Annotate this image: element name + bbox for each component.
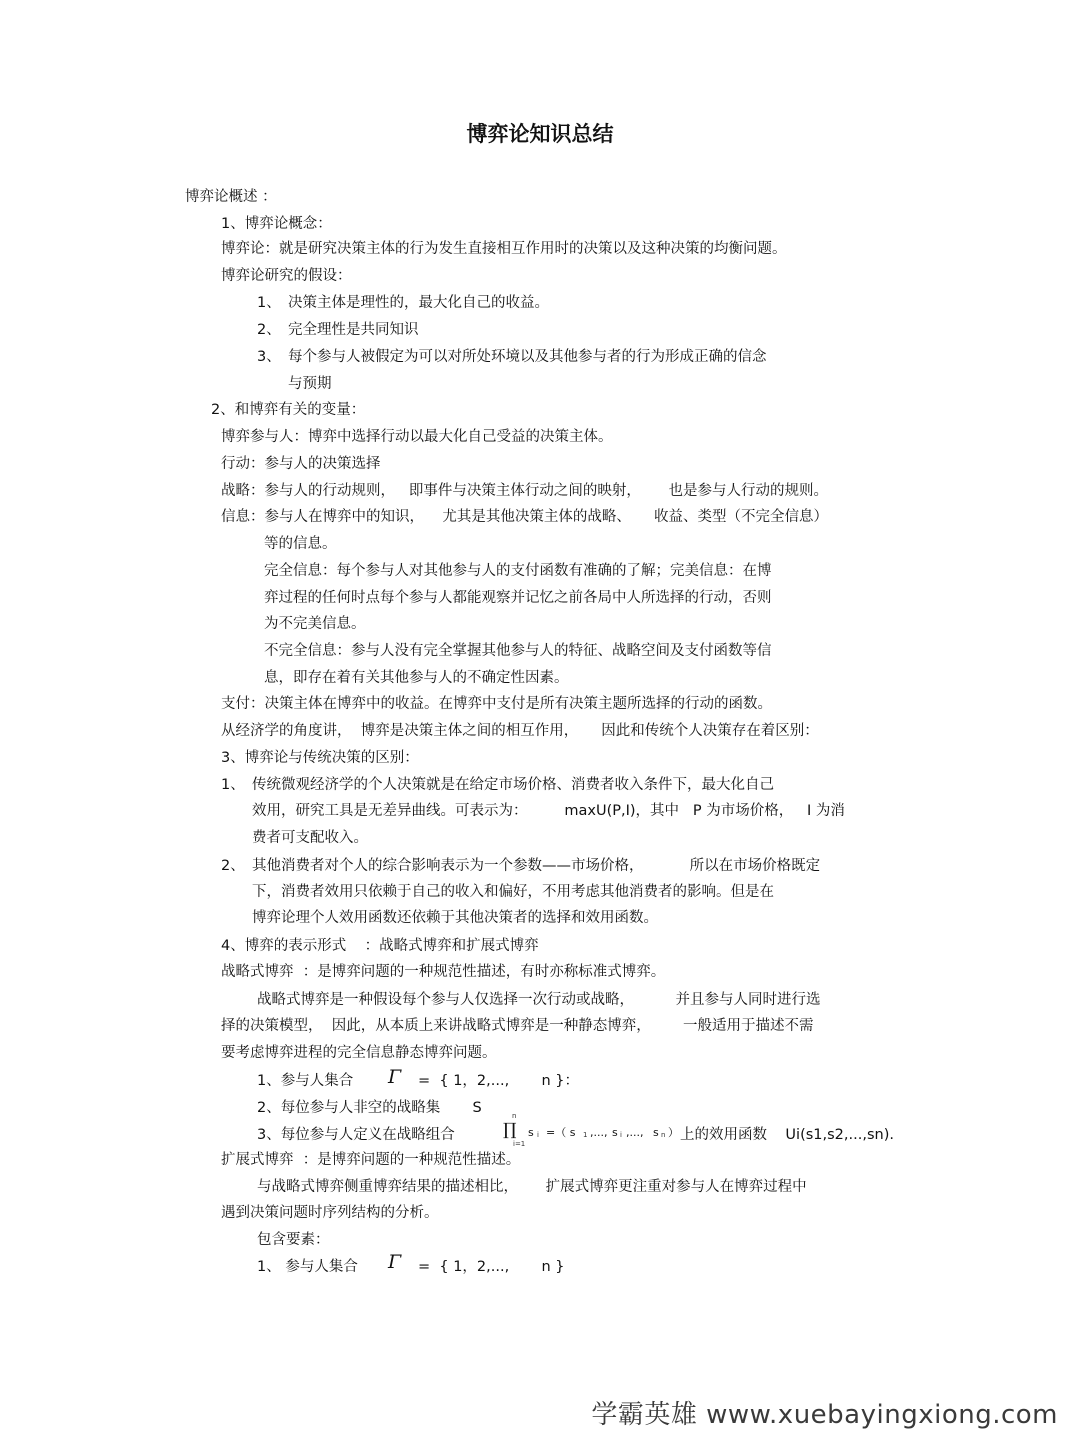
element-3-label: 3、每位参与人定义在战略组合 xyxy=(257,1127,455,1143)
strategy-definition: 战略：参与人的行动规则， 即事件与决策主体行动之间的映射， 也是参与人行动的规则。 xyxy=(221,483,828,499)
assumptions-heading: 博弈论研究的假设： xyxy=(221,268,352,284)
complete-info-line-3: 为不完美信息。 xyxy=(264,616,366,632)
payoff-definition: 支付：决策主体在博弈中的收益。在博弈中支付是所有决策主题所选择的行动的函数。 xyxy=(221,696,772,712)
strategy-profile-open: =（ s xyxy=(546,1126,576,1139)
information-definition: 信息：参与人在博弈中的知识， 尤其是其他决策主体的战略、 收益、类型（不完全信息） xyxy=(221,509,828,525)
extensive-paragraph-line-2: 遇到决策问题时序列结构的分析。 xyxy=(221,1205,439,1221)
difference-2-number: 2、 xyxy=(221,858,245,874)
strategy-s-n: s xyxy=(653,1126,659,1139)
players-definition: 博弈参与人：博弈中选择行动以最大化自己受益的决策主体。 xyxy=(221,429,613,445)
assumption-2-text: 完全理性是共同知识 xyxy=(288,322,419,338)
gamma-symbol-2: Γ xyxy=(388,1251,402,1273)
product-upper-limit: n xyxy=(512,1112,517,1120)
footer-watermark: 学霸英雄 www.xuebayingxiong.com xyxy=(591,1400,1058,1430)
assumption-3-text: 每个参与人被假定为可以对所处环境以及其他参与者的行为形成正确的信念 xyxy=(288,349,767,365)
strategy-i-subscript: i xyxy=(620,1131,622,1139)
economics-perspective: 从经济学的角度讲， 博弈是决策主体之间的相互作用， 因此和传统个人决策存在着区别： xyxy=(221,723,819,739)
difference-1-line-3: 费者可支配收入。 xyxy=(252,830,368,846)
strategy-si-subscript: i xyxy=(537,1131,539,1139)
strategy-profile-close: ） xyxy=(668,1126,679,1139)
product-lower-limit: i=1 xyxy=(513,1140,526,1148)
assumption-2-number: 2、 xyxy=(257,322,281,338)
difference-2-line-3: 博弈论理个人效用函数还依赖于其他决策者的选择和效用函数。 xyxy=(252,910,658,926)
strategic-paragraph-line-2: 择的决策模型， 因此，从本质上来讲战略式博弈是一种静态博弈， 一般适用于描述不需 xyxy=(221,1018,814,1034)
strategy-dots-1: ,..., xyxy=(590,1126,608,1139)
section-3-heading: 3、博弈论与传统决策的区别： xyxy=(221,750,419,766)
incomplete-info-line-2: 息，即存在着有关其他参与人的不确定性因素。 xyxy=(264,670,569,686)
extensive-game-definition: 扩展式博弈 ：是博弈问题的一种规范性描述。 xyxy=(221,1152,521,1168)
player-set: = { 1，2,..., n }： xyxy=(418,1073,579,1089)
elements-heading: 包含要素： xyxy=(257,1232,330,1248)
utility-function-text: 上的效用函数 Ui(s1,s2,...,sn). xyxy=(680,1127,894,1143)
incomplete-info-line-1: 不完全信息：参与人没有完全掌握其他参与人的特征、战略空间及支付函数等信 xyxy=(264,643,772,659)
complete-info-line-2: 弈过程的任何时点每个参与人都能观察并记忆之前各局中人所选择的行动，否则 xyxy=(264,590,772,606)
section-1-heading: 1、博弈论概念： xyxy=(221,216,332,232)
assumption-3-continued: 与预期 xyxy=(288,376,332,392)
strategic-game-definition: 战略式博弈 ：是博弈问题的一种规范性描述，有时亦称标准式博弈。 xyxy=(221,964,666,980)
element-1-label: 1、参与人集合 xyxy=(257,1073,354,1089)
difference-1-number: 1、 xyxy=(221,777,245,793)
complete-info-line-1: 完全信息：每个参与人对其他参与人的支付函数有准确的了解；完美信息：在博 xyxy=(264,563,772,579)
strategy-si: s xyxy=(528,1126,534,1139)
difference-2-line-2: 下，消费者效用只依赖于自己的收入和偏好，不用考虑其他消费者的影响。但是在 xyxy=(252,884,774,900)
difference-1-line-1: 传统微观经济学的个人决策就是在给定市场价格、消费者收入条件下，最大化自己 xyxy=(252,777,774,793)
overview-heading: 博弈论概述 ： xyxy=(185,189,277,205)
difference-2-line-1: 其他消费者对个人的综合影响表示为一个参数——市场价格， 所以在市场价格既定 xyxy=(252,858,821,874)
document-title: 博弈论知识总结 xyxy=(466,122,614,146)
definition-text: 博弈论：就是研究决策主体的行为发生直接相互作用时的决策以及这种决策的均衡问题。 xyxy=(221,241,787,257)
section-4-heading: 4、博弈的表示形式 ：战略式博弈和扩展式博弈 xyxy=(221,938,539,954)
strategy-dots-2: ,..., xyxy=(626,1126,644,1139)
difference-1-line-2: 效用，研究工具是无差异曲线。可表示为： maxU(P,I)，其中 P 为市场价格， I 为消 xyxy=(252,803,845,819)
product-symbol: ∏ xyxy=(503,1120,517,1140)
strategic-paragraph-line-1: 战略式博弈是一种假设每个参与人仅选择一次行动或战略， 并且参与人同时进行选 xyxy=(257,992,821,1008)
element-2-label: 2、每位参与人非空的战略集 S xyxy=(257,1100,482,1116)
player-set-2: = { 1，2,..., n } xyxy=(418,1259,565,1275)
extensive-element-1-label: 1、 参与人集合 xyxy=(257,1259,358,1275)
strategy-n-subscript: n xyxy=(661,1131,666,1139)
section-2-heading: 2、和博弈有关的变量： xyxy=(211,402,366,418)
extensive-paragraph-line-1: 与战略式博弈侧重博弈结果的描述相比， 扩展式博弈更注重对参与人在博弈过程中 xyxy=(257,1179,807,1195)
assumption-3-number: 3、 xyxy=(257,349,281,365)
strategy-1-subscript: 1 xyxy=(583,1131,588,1139)
gamma-symbol: Γ xyxy=(388,1066,402,1088)
assumption-1-text: 决策主体是理性的，最大化自己的收益。 xyxy=(288,295,549,311)
strategic-paragraph-line-3: 要考虑博弈进程的完全信息静态博弈问题。 xyxy=(221,1045,497,1061)
strategy-s-i: s xyxy=(612,1126,618,1139)
information-continued: 等的信息。 xyxy=(264,536,337,552)
action-definition: 行动：参与人的决策选择 xyxy=(221,456,381,472)
assumption-1-number: 1、 xyxy=(257,295,281,311)
